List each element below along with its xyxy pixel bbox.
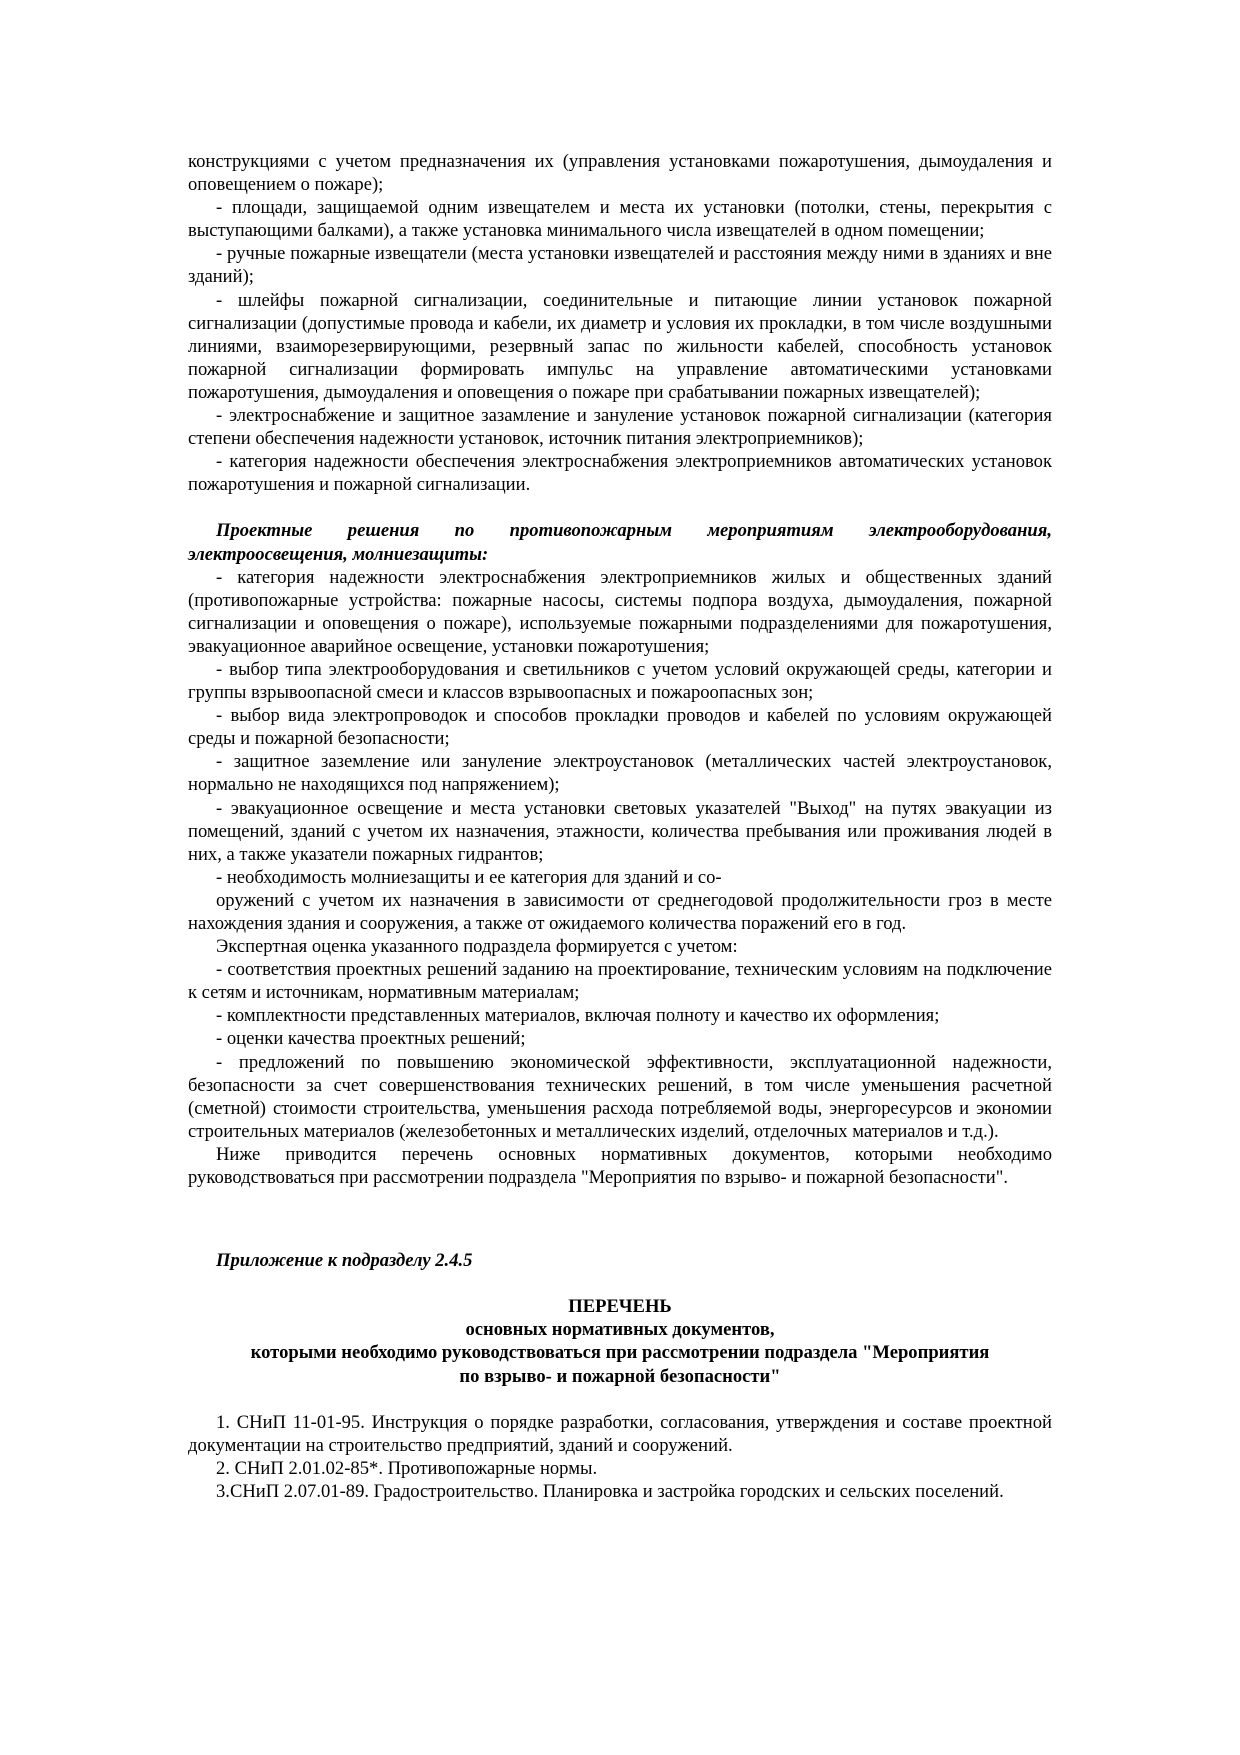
paragraph: - эвакуационное освещение и места установки световых указателей "Выход" на путях эвакуации из помещений, зданий с учетом их назначения, этажности, количества пребывания или проживания людей в них, а также указатели пожарных гидрантов; (188, 797, 1052, 865)
paragraph: оружений с учетом их назначения в зависимости от среднегодовой продолжительности гроз в месте нахождения здания и сооружения, а также от ожидаемого количества поражений его в год. (188, 889, 1052, 934)
paragraph: - комплектности представленных материалов, включая полноту и качество их оформления; (216, 1005, 940, 1027)
paragraph: - выбор типа электрооборудования и светильников с учетом условий окружающей среды, категории и группы взрывоопасной смеси и классов взрывоопасных и пожароопасных зон; (188, 658, 1052, 704)
paragraph: - оценки качества проектных решений; (216, 1028, 526, 1050)
paragraph: - защитное заземление или зануление электроустановок (металлических частей электроустановок, нормально не находящихся под напряжением); (188, 751, 1052, 796)
paragraph: Экспертная оценка указанного подраздела формируется с учетом: (216, 936, 738, 958)
list-item: 2. СНиП 2.01.02-85*. Противопожарные нормы. (216, 1457, 598, 1479)
list-item: 3.СНиП 2.07.01-89. Градостроительство. Планировка и застройка городских и сельских поселений. (216, 1480, 1004, 1502)
appendix-title-line: основных нормативных документов, (465, 1319, 775, 1341)
paragraph: - ручные пожарные извещатели (места установки извещателей и расстояния между ними в зданиях и вне зданий); (188, 243, 1052, 288)
list-item: 1. СНиП 11-01-95. Инструкция о порядке разработки, согласования, утверждения и составе проектной документации на строительство предприятий, зданий и сооружений. (188, 1411, 1052, 1456)
document-page (188, 150, 1052, 1503)
paragraph: - выбор вида электропроводок и способов прокладки проводов и кабелей по условиям окружающей среды и пожарной безопасности; (188, 705, 1052, 750)
appendix-title-line: по взрыво- и пожарной безопасности" (459, 1365, 781, 1387)
paragraph: - шлейфы пожарной сигнализации, соединительные и питающие линии установок пожарной сигнализации (допустимые провода и кабели, их диаметр и условия их прокладки, в том числе воздушными линиями, взаиморезервирующими, резервный запас по жильности кабелей, способность установок пожарной сигнализации формировать импульс на управление автоматическими установками пожаротушения, дымоудаления и оповещения о пожаре при срабатывании пожарных извещателей); (188, 289, 1052, 403)
appendix-title-line: которыми необходимо руководствоваться при рассмотрении подраздела "Мероприятия (250, 1342, 990, 1364)
paragraph: - электроснабжение и защитное зазамление и зануление установок пожарной сигнализации (категория степени обеспечения надежности установок, источник питания электроприемников); (188, 405, 1052, 450)
paragraph: конструкциями с учетом предназначения их (управления установками пожаротушения, дымоудаления и оповещением о пожаре); (188, 151, 1052, 196)
paragraph: - соответствия проектных решений заданию на проектирование, техническим условиям на подключение к сетям и источникам, нормативным материалам; (188, 959, 1052, 1004)
paragraph: - предложений по повышению экономической эффективности, эксплуатационной надежности, безопасности за счет совершенствования технических решений, в том числе уменьшения расчетной (сметной) стоимости строительства, уменьшения расхода потребляемой воды, энергоресурсов и экономии строительных материалов (железобетонных и металлических изделий, отделочных материалов и т.д.). (188, 1051, 1052, 1142)
paragraph: Ниже приводится перечень основных нормативных документов, которыми необходимо руководствоваться при рассмотрении подраздела "Мероприятия по взрыво- и пожарной безопасности". (188, 1143, 1052, 1189)
paragraph: - площади, защищаемой одним извещателем и места их установки (потолки, стены, перекрытия с выступающими балками), а также установка минимального числа извещателей в одном помещении; (188, 197, 1052, 242)
paragraph: - категория надежности обеспечения электроснабжения электроприемников автоматических установок пожаротушения и пожарной сигнализации. (188, 451, 1052, 496)
appendix-title-line: ПЕРЕЧЕНЬ (568, 1296, 672, 1318)
appendix-label: Приложение к подразделу 2.4.5 (216, 1250, 473, 1272)
paragraph: - необходимость молниезащиты и ее категория для зданий и со- (216, 866, 722, 888)
section-heading: Проектные решения по противопожарным мероприятиям электрооборудования, электроосвещения, молниезащиты: (188, 520, 1052, 565)
paragraph: - категория надежности электроснабжения электроприемников жилых и общественных зданий (противопожарные устройства: пожарные насосы, системы подпора воздуха, дымоудаления, пожарной сигнализации и оповещения о пожаре), используемые пожарными подразделениями для пожаротушения, эвакуационное аварийное освещение, установки пожаротушения; (188, 566, 1052, 657)
appendix-title (188, 1295, 1052, 1387)
